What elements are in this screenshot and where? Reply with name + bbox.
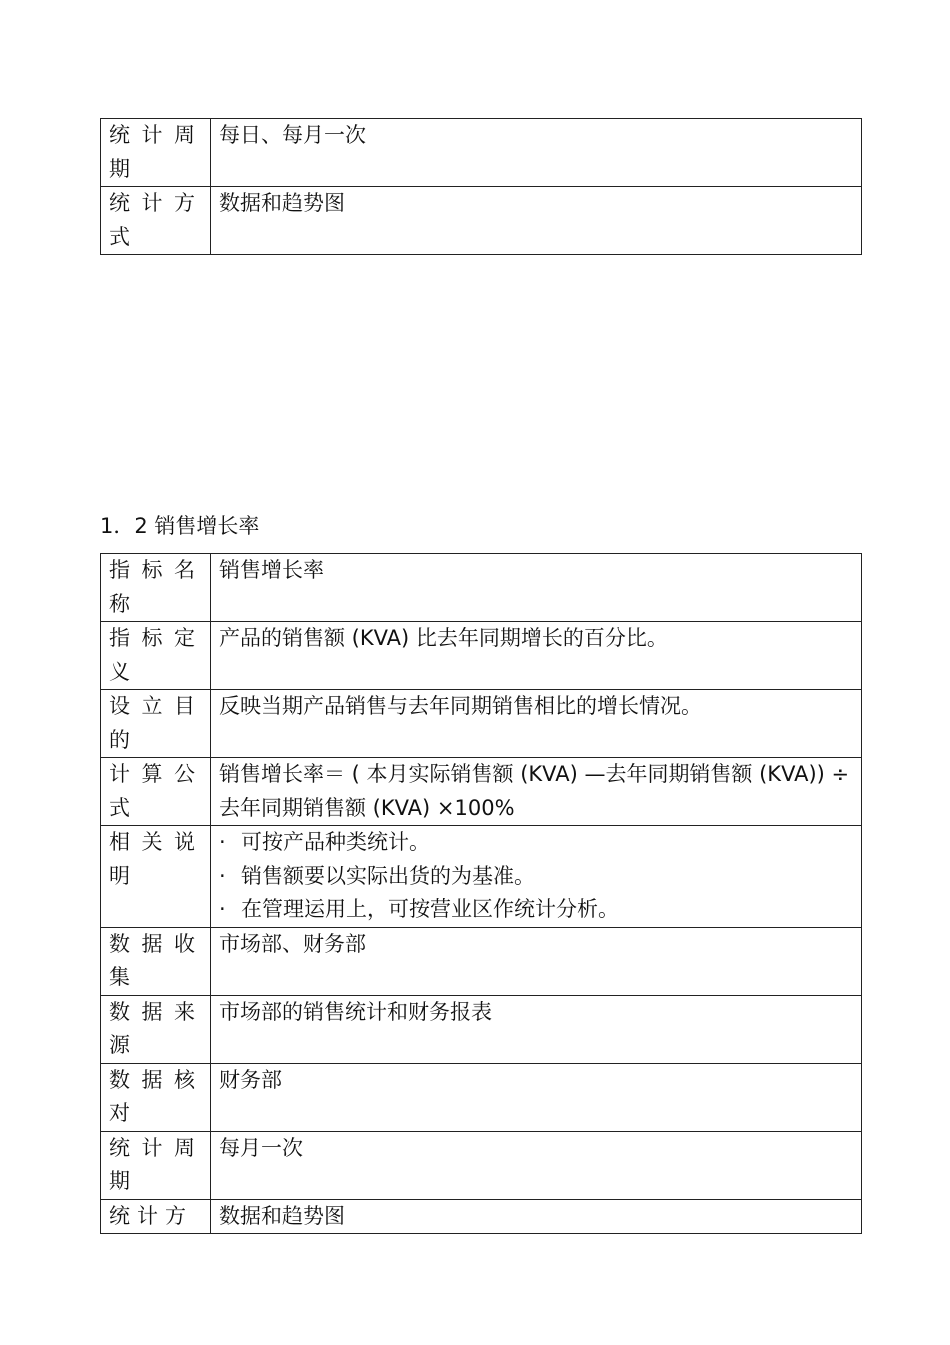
list-item-text: 可按产品种类统计。 [241,830,430,854]
table-main [100,553,862,1234]
table-top [100,118,862,255]
list-item [219,893,853,927]
table-row [101,622,862,690]
list-item-text: 销售额要以实际出货的为基准。 [241,863,535,888]
row-label [101,187,211,255]
list-item [219,860,853,894]
row-value-list [211,826,862,928]
row-label [101,119,211,187]
table-row [101,119,862,187]
bullet-glyph: · [219,897,226,921]
row-value: 每日、每月一次 [211,119,862,187]
label-text: 统计周期 [109,123,202,181]
row-label [101,1063,211,1131]
table-row [101,1063,862,1131]
row-value: 数据和趋势图 [211,1199,862,1234]
label-text: 指标定义 [109,626,202,684]
row-label [101,1131,211,1199]
label-text: 数据收集 [109,931,202,989]
table-row [101,927,862,995]
section-heading: 1．2 销售增长率 [100,514,260,538]
table-row [101,1199,862,1234]
row-value: 反映当期产品销售与去年同期销售相比的增长情况。 [211,690,862,758]
table-row [101,826,862,928]
table-row [101,995,862,1063]
row-value: 每月一次 [211,1131,862,1199]
list-item-text: 在管理运用上，可按营业区作统计分析。 [241,897,619,921]
label-text: 设立目的 [109,694,202,752]
row-label [101,995,211,1063]
label-text: 指标名称 [109,558,202,616]
bullet-glyph: · [219,830,226,854]
label-text: 数据来源 [109,999,202,1057]
row-label [101,826,211,928]
table-row [101,187,862,255]
row-label [101,690,211,758]
row-value: 财务部 [211,1063,862,1131]
label-text: 统计方 [109,1203,193,1228]
list-item [219,826,853,860]
row-label [101,622,211,690]
label-text: 计算公式 [109,762,202,820]
table-row [101,758,862,826]
row-value: 数据和趋势图 [211,187,862,255]
row-label [101,1199,211,1234]
table-row [101,690,862,758]
bullet-glyph: · [219,863,226,888]
row-value: 产品的销售额 (KVA) 比去年同期增长的百分比。 [211,622,862,690]
label-text: 统计方式 [109,191,202,249]
row-value: 销售增长率＝ ( 本月实际销售额 (KVA) —去年同期销售额 (KVA)) ÷去年同期销售额 (KVA) ×100% [211,758,862,826]
row-value: 销售增长率 [211,554,862,622]
row-label [101,927,211,995]
label-text: 相关说明 [109,830,202,888]
row-label [101,554,211,622]
row-label [101,758,211,826]
row-value: 市场部的销售统计和财务报表 [211,995,862,1063]
table-row [101,1131,862,1199]
label-text: 数据核对 [109,1067,202,1125]
row-value: 市场部、财务部 [211,927,862,995]
label-text: 统计周期 [109,1135,202,1193]
table-row [101,554,862,622]
